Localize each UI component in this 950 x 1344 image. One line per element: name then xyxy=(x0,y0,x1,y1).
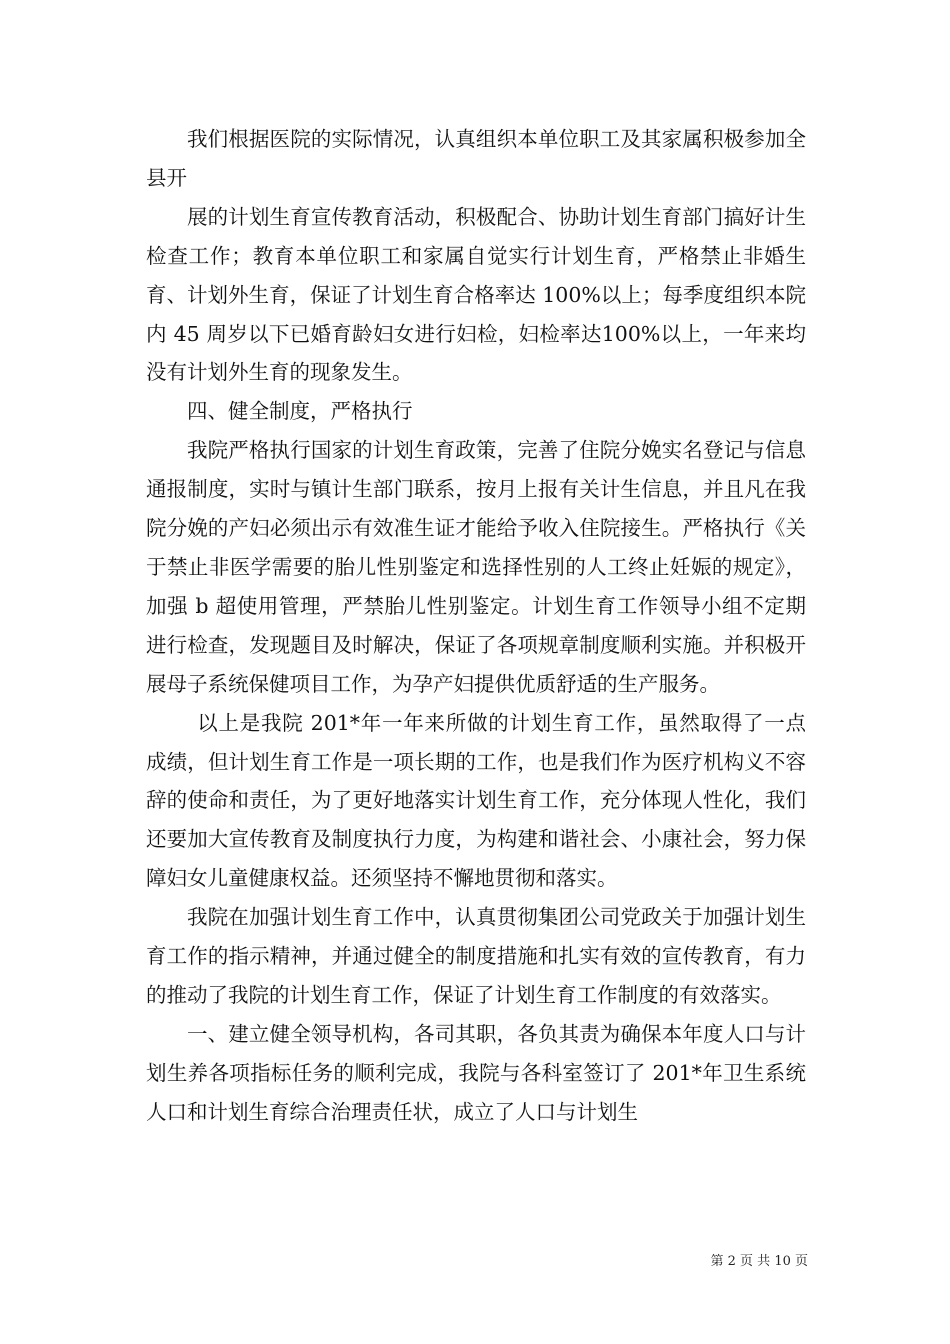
paragraph-1: 我们根据医院的实际情况，认真组织本单位职工及其家属积极参加全县开 xyxy=(146,127,806,190)
paragraph-5: 我院在加强计划生育工作中，认真贯彻集团公司党政关于加强计划生育工作的指示精神，并通过健全的制度措施和扎实有效的宣传教育，有力的推动了我院的计划生育工作，保证了计划生育工作制度的有效落实。 xyxy=(146,905,806,1007)
paragraph-2: 展的计划生育宣传教育活动，积极配合、协助计划生育部门搞好计生检查工作；教育本单位职工和家属自觉实行计划生育，严格禁止非婚生育、计划外生育，保证了计划生育合格率达 100%以上；每季度组织本院内 45 周岁以下已婚育龄妇女进行妇检，妇检率达100%以上，一年来均没有计划外生育的现象发生。 xyxy=(146,204,806,385)
paragraph-4: 以上是我院 201*年一年来所做的计划生育工作，虽然取得了一点成绩，但计划生育工作是一项长期的工作，也是我们作为医疗机构义不容辞的使命和责任，为了更好地落实计划生育工作，充分体现人性化，我们还要加大宣传教育及制度执行力度，为构建和谐社会、小康社会，努力保障妇女儿童健康权益。还须坚持不懈地贯彻和落实。 xyxy=(146,710,806,891)
document-body xyxy=(146,120,806,1132)
page-footer: 第 2 页 共 10 页 xyxy=(710,1254,808,1269)
paragraph-3: 我院严格执行国家的计划生育政策，完善了住院分娩实名登记与信息通报制度，实时与镇计生部门联系，按月上报有关计生信息，并且凡在我院分娩的产妇必须出示有效准生证才能给予收入住院接生。严格执行《关于禁止非医学需要的胎儿性别鉴定和选择性别的人工终止妊娠的规定》，加强 b 超使用管理，严禁胎儿性别鉴定。计划生育工作领导小组不定期进行检查，发现题目及时解决，保证了各项规章制度顺利实施。并积极开展母子系统保健项目工作，为孕产妇提供优质舒适的生产服务。 xyxy=(146,438,806,696)
section-heading-4: 四、健全制度，严格执行 xyxy=(187,399,413,424)
paragraph-6: 一、建立健全领导机构，各司其职，各负其责为确保本年度人口与计划生养各项指标任务的顺利完成，我院与各科室签订了 201*年卫生系统人口和计划生育综合治理责任状，成立了人口与计划生 xyxy=(146,1021,806,1124)
